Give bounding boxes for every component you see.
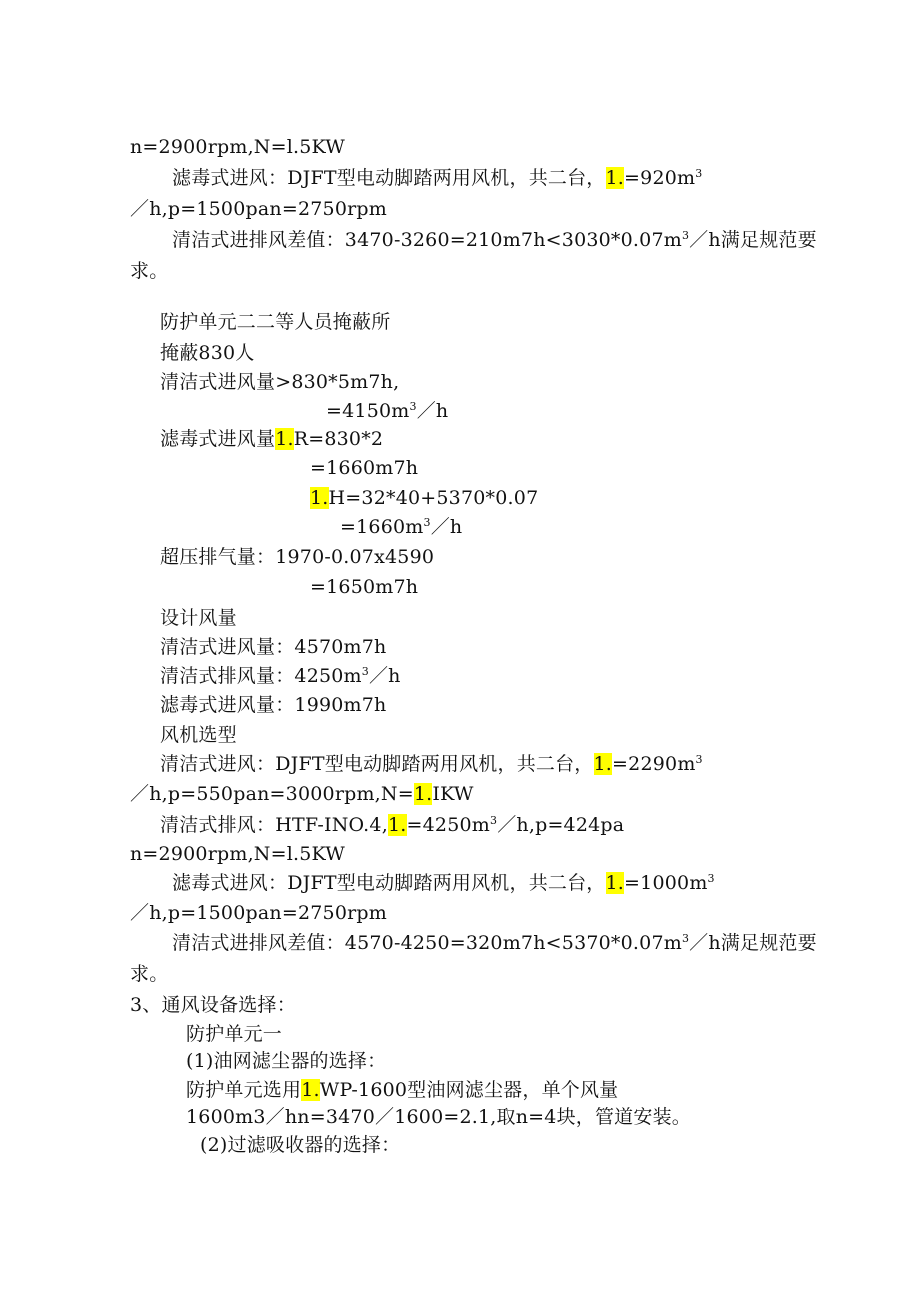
highlighted-text: 1.	[387, 814, 407, 836]
text-segment: (2)过滤吸收器的选择：	[200, 1134, 401, 1156]
text-line	[186, 1021, 282, 1047]
text-line	[160, 751, 703, 777]
text-segment: =1000m	[624, 872, 708, 894]
text-segment: 清洁式排风量：4250m	[160, 665, 362, 687]
text-segment: 滤毒式进风：DJFT型电动脚踏两用风机，共二台，	[172, 872, 606, 894]
text-segment: 清洁式进风量：4570m7h	[160, 636, 387, 658]
text-segment: ／h	[368, 665, 401, 687]
text-line	[160, 369, 399, 395]
highlighted-text: 1.	[310, 487, 329, 509]
text-line	[160, 692, 387, 718]
superscript: 3	[681, 229, 690, 242]
text-segment: 风机选型	[160, 724, 237, 746]
text-line	[186, 1048, 386, 1074]
text-line	[160, 722, 237, 748]
text-segment: 超压排气量：1970-0.07x4590	[160, 546, 435, 568]
text-line	[130, 992, 296, 1018]
text-line	[130, 841, 345, 867]
text-segment: 求。	[130, 963, 169, 985]
text-segment: 防护单元选用	[186, 1079, 302, 1101]
text-segment: 清洁式进排风差值：3470-3260=210m7h<3030*0.07m	[172, 229, 682, 251]
text-line	[130, 258, 168, 284]
highlighted-text: 1.	[605, 872, 625, 894]
text-line	[172, 930, 817, 956]
text-segment: =1650m7h	[310, 576, 419, 598]
text-segment: ／h满足规范要	[689, 932, 817, 954]
text-segment: 清洁式进风：DJFT型电动脚踏两用风机，共二台，	[160, 753, 594, 775]
text-segment: ／h,p=424pa	[497, 814, 625, 836]
text-line	[130, 900, 387, 926]
text-line	[130, 134, 345, 160]
text-segment: 防护单元二二等人员掩蔽所	[160, 311, 391, 333]
text-line	[200, 1132, 400, 1158]
text-segment: ／h,p=1500pan=2750rpm	[130, 198, 387, 220]
superscript: 3	[490, 814, 498, 827]
text-segment: 清洁式进排风差值：4570-4250=320m7h<5370*0.07m	[172, 932, 682, 954]
highlighted-text: 1.	[301, 1079, 320, 1101]
text-segment: 掩蔽830人	[160, 342, 255, 364]
text-line	[160, 634, 387, 660]
text-segment: IKW	[432, 783, 474, 805]
superscript: 3	[423, 516, 431, 529]
text-segment: 滤毒式进风：DJFT型电动脚踏两用风机，共二台，	[172, 167, 606, 189]
superscript: 3	[681, 932, 690, 945]
text-line	[340, 514, 462, 540]
text-line	[326, 398, 448, 424]
text-segment: 1600m3／hn=3470／1600=2.1,取n=4块，管道安装。	[186, 1106, 691, 1128]
text-line	[130, 961, 168, 987]
text-segment: =1660m7h	[310, 457, 419, 479]
text-segment: =2290m	[612, 753, 696, 775]
highlighted-text: 1.	[275, 428, 294, 450]
superscript: 3	[695, 753, 703, 766]
text-segment: 清洁式进风量>830*5m7h,	[160, 371, 400, 393]
superscript: 3	[361, 665, 369, 678]
text-segment: =4150m	[326, 400, 410, 422]
text-segment: 清洁式排风：HTF-INO.4,	[160, 814, 388, 836]
text-line	[172, 870, 715, 896]
text-segment: =920m	[624, 167, 696, 189]
text-segment: WP-1600型油网滤尘器，单个风量	[319, 1079, 619, 1101]
text-line	[160, 812, 624, 838]
text-line	[172, 227, 817, 253]
text-line	[310, 574, 418, 600]
text-segment: =4250m	[406, 814, 490, 836]
text-segment: ／h,p=550pan=3000rpm,N=	[130, 783, 414, 805]
text-line	[130, 196, 387, 222]
text-line	[310, 455, 418, 481]
text-line	[310, 485, 538, 511]
text-segment: ／h,p=1500pan=2750rpm	[130, 902, 387, 924]
text-segment: 3、通风设备选择：	[130, 994, 296, 1016]
text-segment: 滤毒式进风量	[160, 428, 276, 450]
highlighted-text: 1.	[605, 167, 625, 189]
text-segment: 防护单元一	[186, 1023, 283, 1045]
text-segment: ／h满足规范要	[689, 229, 817, 251]
text-line	[160, 309, 390, 335]
highlighted-text: 1.	[593, 753, 613, 775]
text-line	[160, 340, 254, 366]
text-segment: H=32*40+5370*0.07	[328, 487, 539, 509]
text-line	[160, 426, 383, 452]
text-line	[186, 1104, 691, 1130]
text-segment: n=2900rpm,N=l.5KW	[130, 136, 346, 158]
text-segment: ／h	[430, 516, 463, 538]
superscript: 3	[707, 872, 715, 885]
text-line	[130, 781, 474, 807]
superscript: 3	[695, 167, 703, 180]
highlighted-text: 1.	[413, 783, 433, 805]
text-segment: =1660m	[340, 516, 424, 538]
text-line	[160, 544, 434, 570]
text-segment: R=830*2	[293, 428, 384, 450]
text-line	[160, 605, 237, 631]
superscript: 3	[409, 400, 417, 413]
text-segment: (1)油网滤尘器的选择：	[186, 1050, 387, 1072]
text-segment: 求。	[130, 260, 169, 282]
text-line	[172, 165, 702, 191]
text-line	[160, 663, 401, 689]
text-segment: ／h	[416, 400, 449, 422]
text-segment: 滤毒式进风量：1990m7h	[160, 694, 387, 716]
text-segment: n=2900rpm,N=l.5KW	[130, 843, 346, 865]
text-line	[186, 1077, 618, 1103]
text-segment: 设计风量	[160, 607, 237, 629]
